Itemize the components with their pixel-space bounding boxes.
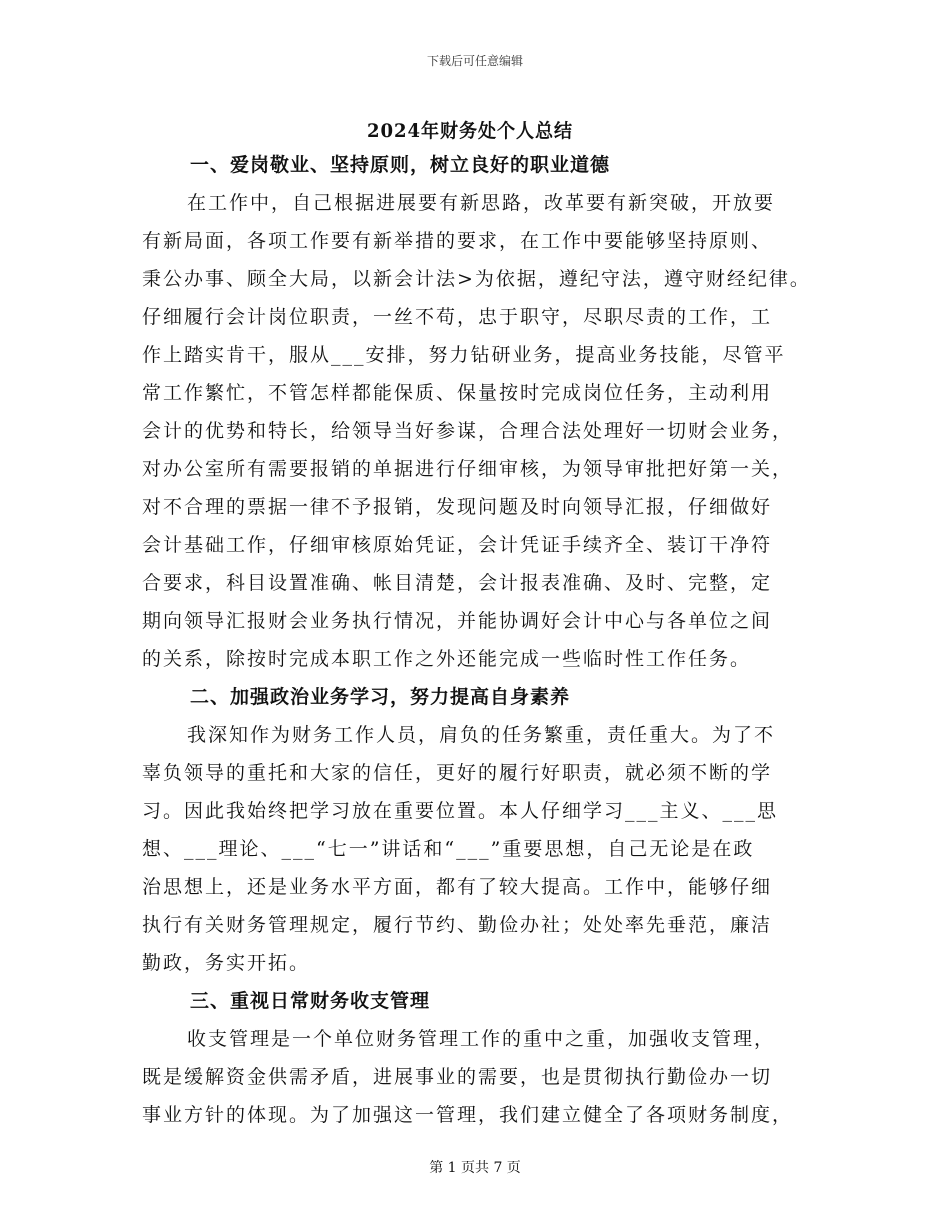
paragraph-line: 作上踏实肯干，服从___安排，努力钻研业务，提高业务技能，尽管平 bbox=[142, 344, 786, 366]
section-heading: 一、爱岗敬业、坚持原则，树立良好的职业道德 bbox=[190, 154, 611, 176]
page-footer: 第 1 页共 7 页 bbox=[429, 1160, 521, 1176]
paragraph-line: 合要求，科目设置准确、帐目清楚，会计报表准确、及时、完整，定 bbox=[142, 572, 773, 594]
paragraph-line: 辜负领导的重托和大家的信任，更好的履行好职责，就必须不断的学 bbox=[142, 762, 773, 784]
paragraph-line: 我深知作为财务工作人员，肩负的任务繁重，责任重大。为了不 bbox=[187, 724, 776, 746]
paragraph-line: 既是缓解资金供需矛盾，进展事业的需要，也是贯彻执行勤俭办一切 bbox=[142, 1066, 773, 1088]
paragraph-line: 的关系，除按时完成本职工作之外还能完成一些临时性工作任务。 bbox=[142, 648, 752, 670]
paragraph-line: 会计基础工作，仔细审核原始凭证，会计凭证手续齐全、装订干净符 bbox=[142, 534, 773, 556]
paragraph-line: 想、___理论、___“七一”讲话和“___”重要思想，自己无论是在政 bbox=[142, 838, 755, 860]
paragraph-line: 习。因此我始终把学习放在重要位置。本人仔细学习___主义、___思 bbox=[142, 800, 779, 822]
section-heading: 三、重视日常财务收支管理 bbox=[190, 990, 431, 1012]
paragraph-line: 事业方针的体现。为了加强这一管理，我们建立健全了各项财务制度， bbox=[142, 1104, 794, 1126]
paragraph-line: 仔细履行会计岗位职责，一丝不苟，忠于职守，尽职尽责的工作，工 bbox=[142, 306, 773, 328]
paragraph-line: 治思想上，还是业务水平方面，都有了较大提高。工作中，能够仔细 bbox=[142, 876, 773, 898]
document-title: 2024年财务处个人总结 bbox=[367, 120, 573, 142]
paragraph-line: 期向领导汇报财会业务执行情况，并能协调好会计中心与各单位之间 bbox=[142, 610, 773, 632]
paragraph-line: 会计的优势和特长，给领导当好参谋，合理合法处理好一切财会业务， bbox=[142, 420, 794, 442]
paragraph-line: 对办公室所有需要报销的单据进行仔细审核，为领导审批把好第一关， bbox=[142, 458, 794, 480]
paragraph-line: 秉公办事、顾全大局，以新会计法>为依据，遵纪守法，遵守财经纪律。 bbox=[142, 268, 811, 290]
section-heading: 二、加强政治业务学习，努力提高自身素养 bbox=[190, 686, 571, 708]
paragraph-line: 执行有关财务管理规定，履行节约、勤俭办社；处处率先垂范，廉洁 bbox=[142, 914, 773, 936]
paragraph-line: 对不合理的票据一律不予报销，发现问题及时向领导汇报，仔细做好 bbox=[142, 496, 773, 518]
page-header: 下载后可任意编辑 bbox=[426, 54, 523, 68]
paragraph-line: 常工作繁忙，不管怎样都能保质、保量按时完成岗位任务，主动利用 bbox=[142, 382, 773, 404]
paragraph-line: 在工作中，自己根据进展要有新思路，改革要有新突破，开放要 bbox=[187, 192, 776, 214]
paragraph-line: 有新局面，各项工作要有新举措的要求，在工作中要能够坚持原则、 bbox=[142, 230, 773, 252]
paragraph-line: 收支管理是一个单位财务管理工作的重中之重，加强收支管理， bbox=[187, 1028, 776, 1050]
paragraph-line: 勤政，务实开拓。 bbox=[142, 952, 311, 974]
